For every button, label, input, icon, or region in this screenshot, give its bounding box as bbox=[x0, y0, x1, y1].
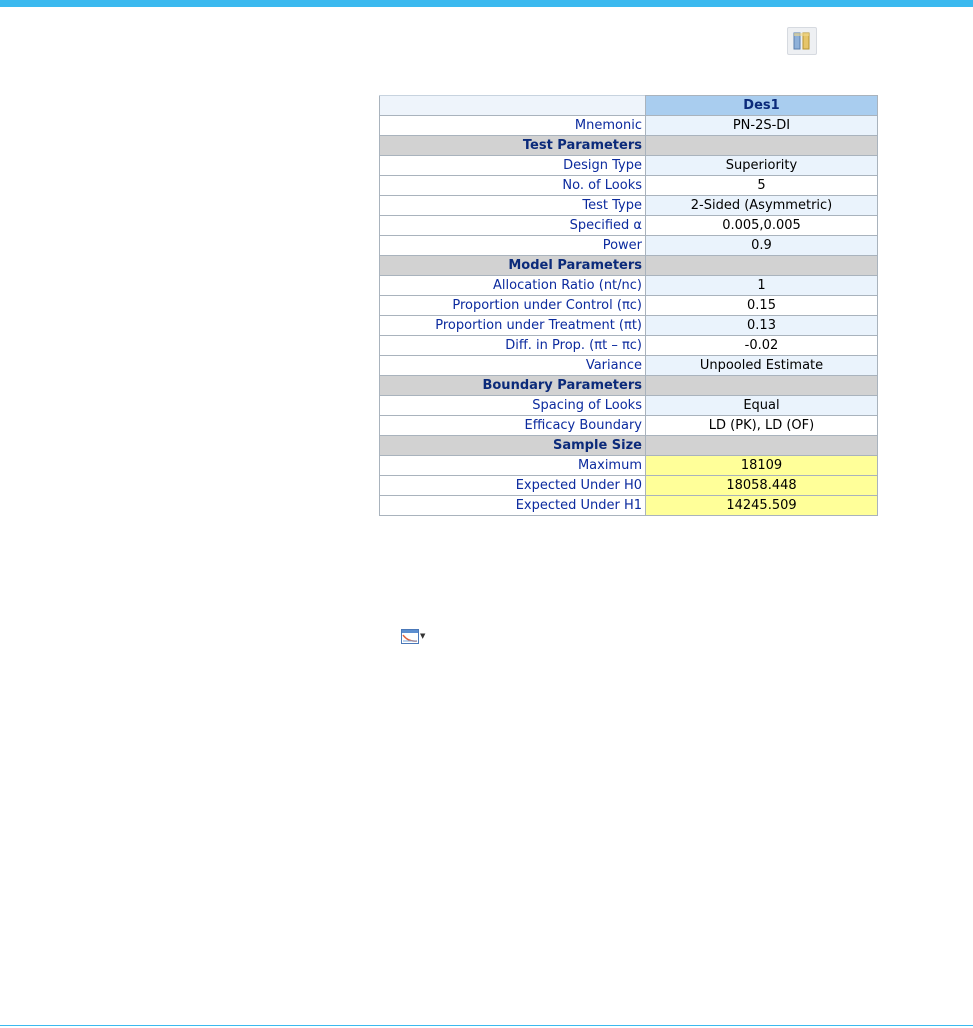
section-title: Test Parameters bbox=[380, 136, 646, 156]
row-label: Mnemonic bbox=[380, 116, 646, 136]
row-value: PN-2S-DI bbox=[646, 116, 878, 136]
row-label: Specified α bbox=[380, 216, 646, 236]
compare-designs-button[interactable] bbox=[787, 27, 817, 55]
table-row bbox=[380, 456, 878, 476]
section-title: Boundary Parameters bbox=[380, 376, 646, 396]
row-value: LD (PK), LD (OF) bbox=[646, 416, 878, 436]
table-row bbox=[380, 476, 878, 496]
table-row bbox=[380, 396, 878, 416]
section-filler bbox=[646, 256, 878, 276]
row-label: No. of Looks bbox=[380, 176, 646, 196]
row-label: Power bbox=[380, 236, 646, 256]
section-filler bbox=[646, 436, 878, 456]
table-header-row bbox=[380, 96, 878, 116]
row-value: Unpooled Estimate bbox=[646, 356, 878, 376]
row-label: Variance bbox=[380, 356, 646, 376]
result-value: 18109 bbox=[646, 456, 878, 476]
section-filler bbox=[646, 136, 878, 156]
section-title: Sample Size bbox=[380, 436, 646, 456]
row-label: Proportion under Treatment (πt) bbox=[380, 316, 646, 336]
row-label: Expected Under H0 bbox=[380, 476, 646, 496]
table-row bbox=[380, 336, 878, 356]
table-row bbox=[380, 496, 878, 516]
section-header-test bbox=[380, 136, 878, 156]
row-value: 2-Sided (Asymmetric) bbox=[646, 196, 878, 216]
row-label: Efficacy Boundary bbox=[380, 416, 646, 436]
design-output-table bbox=[379, 95, 878, 516]
compare-designs-icon bbox=[791, 31, 813, 51]
result-value: 18058.448 bbox=[646, 476, 878, 496]
chart-icon bbox=[401, 629, 419, 644]
dropdown-caret-icon: ▼ bbox=[420, 632, 426, 640]
row-value: 5 bbox=[646, 176, 878, 196]
row-value: 1 bbox=[646, 276, 878, 296]
row-label: Test Type bbox=[380, 196, 646, 216]
row-value: -0.02 bbox=[646, 336, 878, 356]
table-row bbox=[380, 196, 878, 216]
section-header-sample-size bbox=[380, 436, 878, 456]
row-label: Diff. in Prop. (πt – πc) bbox=[380, 336, 646, 356]
row-value: Equal bbox=[646, 396, 878, 416]
table-row bbox=[380, 216, 878, 236]
design-column-header[interactable]: Des1 bbox=[646, 96, 878, 116]
row-label: Maximum bbox=[380, 456, 646, 476]
row-value: 0.9 bbox=[646, 236, 878, 256]
row-label: Proportion under Control (πc) bbox=[380, 296, 646, 316]
row-value: 0.13 bbox=[646, 316, 878, 336]
table-row bbox=[380, 116, 878, 136]
row-label: Allocation Ratio (nt/nc) bbox=[380, 276, 646, 296]
window-top-accent-bar bbox=[0, 0, 973, 7]
row-label: Design Type bbox=[380, 156, 646, 176]
table-row bbox=[380, 276, 878, 296]
table-row bbox=[380, 236, 878, 256]
section-header-model bbox=[380, 256, 878, 276]
row-value: 0.15 bbox=[646, 296, 878, 316]
table-row bbox=[380, 296, 878, 316]
row-label: Expected Under H1 bbox=[380, 496, 646, 516]
table-row bbox=[380, 316, 878, 336]
table-row bbox=[380, 416, 878, 436]
table-corner-cell bbox=[380, 96, 646, 116]
row-value: 0.005,0.005 bbox=[646, 216, 878, 236]
row-value: Superiority bbox=[646, 156, 878, 176]
plots-menu-button[interactable] bbox=[401, 628, 427, 645]
table-row bbox=[380, 156, 878, 176]
row-label: Spacing of Looks bbox=[380, 396, 646, 416]
section-title: Model Parameters bbox=[380, 256, 646, 276]
section-header-boundary bbox=[380, 376, 878, 396]
table-row bbox=[380, 176, 878, 196]
section-filler bbox=[646, 376, 878, 396]
result-value: 14245.509 bbox=[646, 496, 878, 516]
table-row bbox=[380, 356, 878, 376]
